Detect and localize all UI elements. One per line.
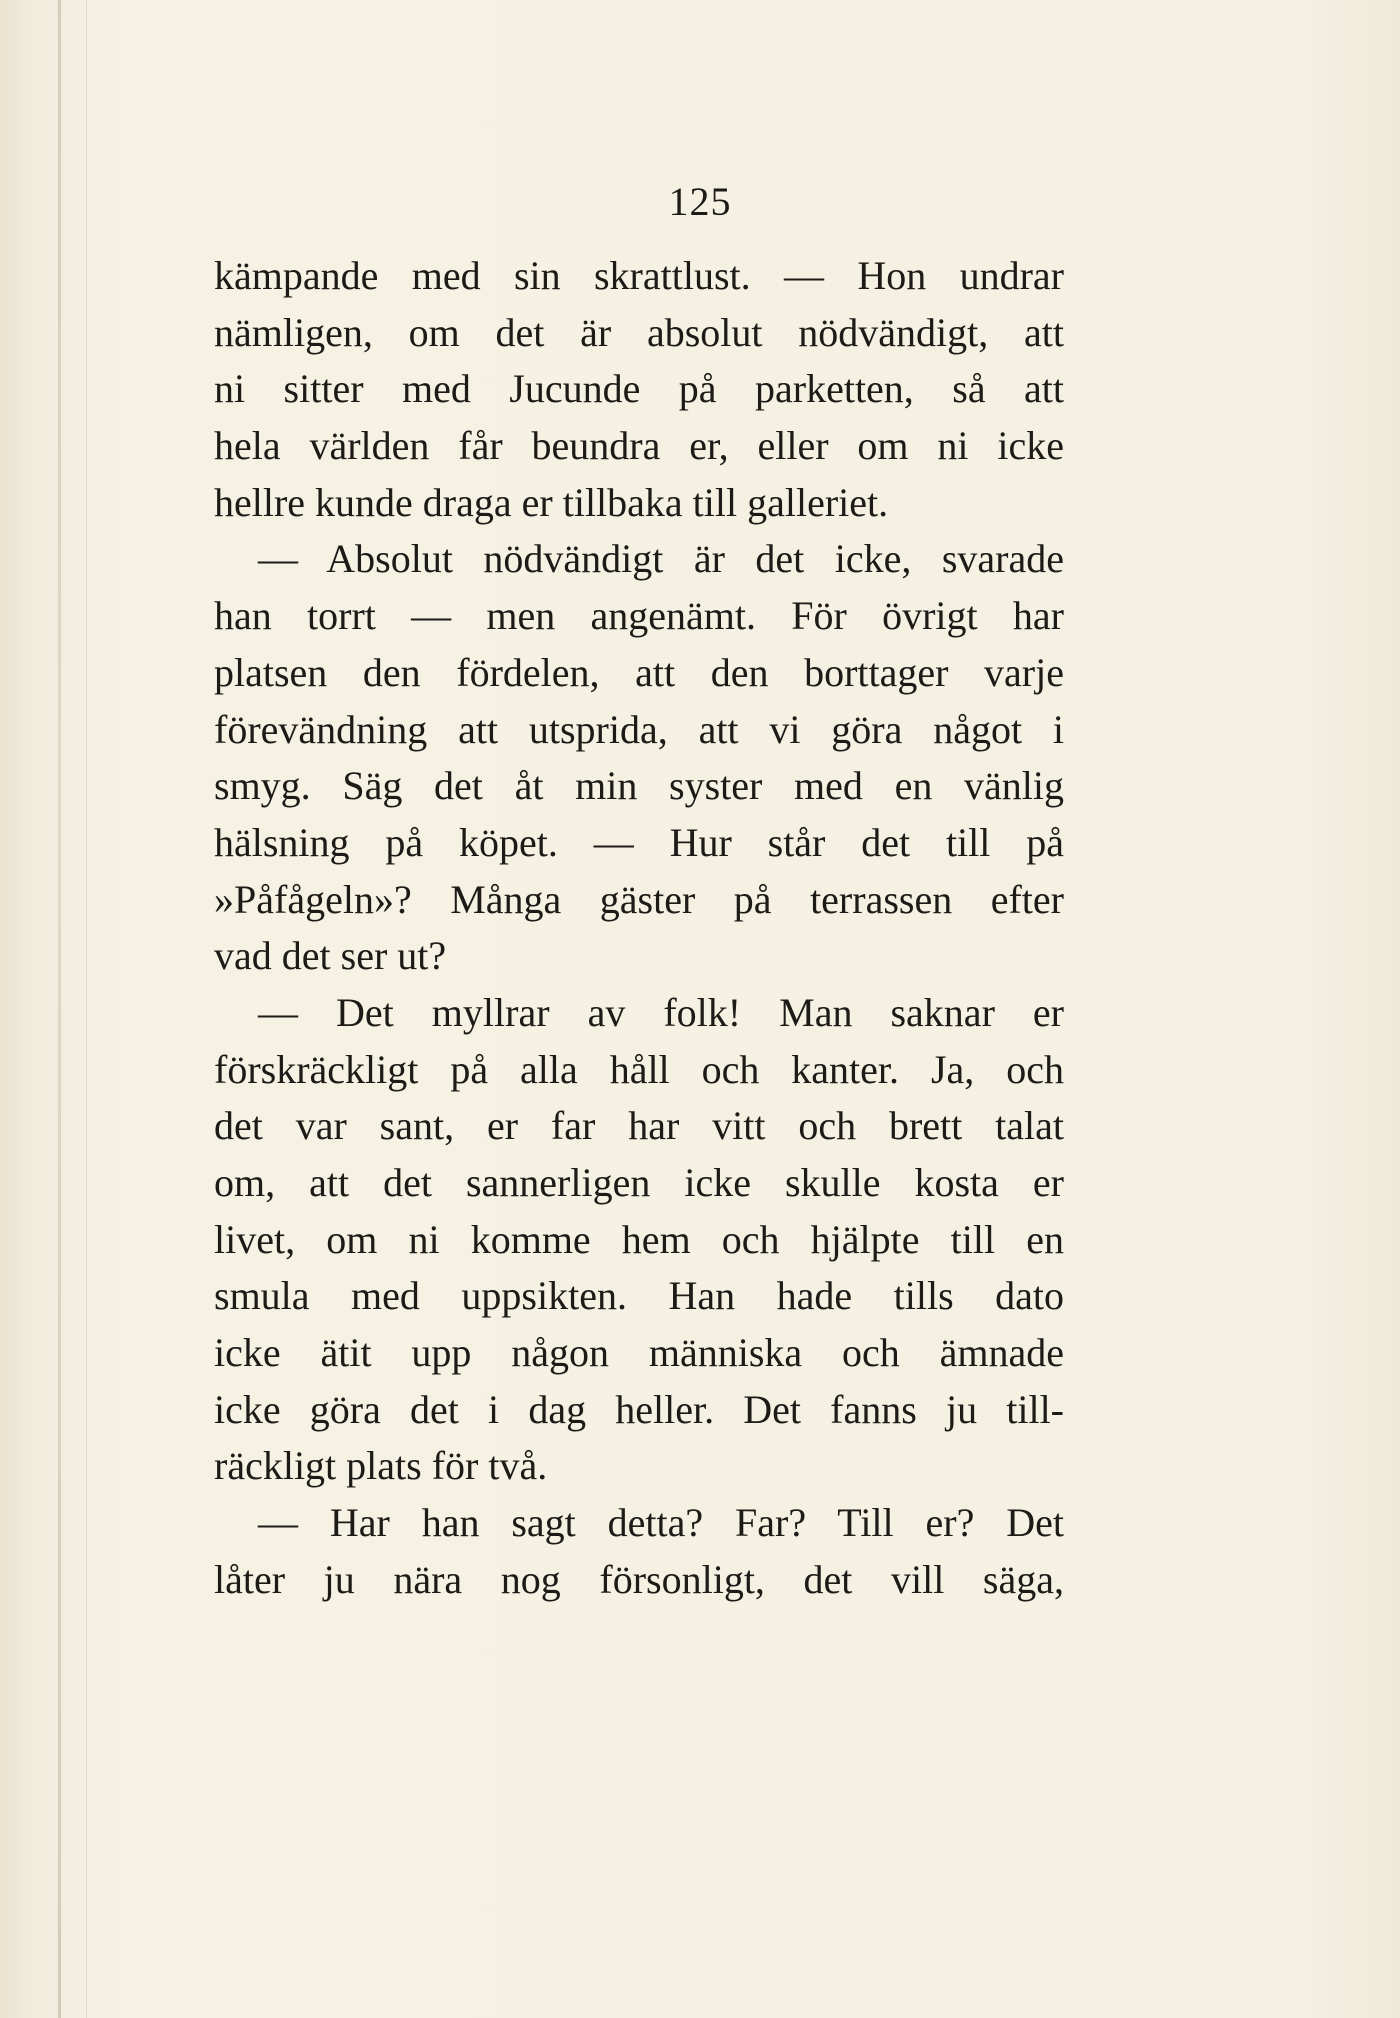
page-number: 125 (668, 179, 732, 224)
text-line: kämpande med sin skrattlust. — Hon undrar (214, 253, 1064, 298)
text-line: livet, om ni komme hem och hjälpte till en (214, 1216, 1064, 1262)
text-line: icke ätit upp någon människa och ämnade (214, 1330, 1064, 1376)
text-line: hellre kunde draga er tillbaka till galleriet. (214, 479, 889, 525)
text-line: om, att det sannerligen icke skulle kosta er (214, 1160, 1064, 1205)
text-line: — Absolut nödvändigt är det icke, svarade (258, 536, 1064, 582)
text-line: hela världen får beundra er, eller om ni icke (214, 423, 1064, 469)
text-line: hälsning på köpet. — Hur står det till på (214, 819, 1064, 865)
text-line: förevändning att utsprida, att vi göra något i (214, 706, 1064, 752)
page-gutter-edge (58, 0, 61, 2018)
text-line: låter ju nära nog försonligt, det vill säga, (214, 1556, 1064, 1602)
text-line: platsen den fördelen, att den borttager varje (214, 649, 1064, 695)
text-line: smyg. Säg det åt min syster med en vänlig (214, 763, 1064, 809)
text-line: det var sant, er far har vitt och brett talat (214, 1103, 1064, 1149)
text-line: — Har han sagt detta? Far? Till er? Det (258, 1500, 1064, 1546)
text-line: icke göra det i dag heller. Det fanns ju till- (214, 1386, 1064, 1432)
text-line: han torrt — men angenämt. För övrigt har (214, 593, 1064, 639)
text-line: ni sitter med Jucunde på parketten, så att (214, 366, 1064, 412)
text-line: — Det myllrar av folk! Man saknar er (258, 989, 1064, 1035)
text-line: förskräckligt på alla håll och kanter. Ja, och (214, 1046, 1064, 1092)
text-line: vad det ser ut? (214, 933, 447, 979)
page-gutter-shadow (86, 0, 87, 2018)
text-line: smula med uppsikten. Han hade tills dato (214, 1273, 1064, 1319)
text-line: nämligen, om det är absolut nödvändigt, att (214, 309, 1064, 355)
text-line: »Påfågeln»? Många gäster på terrassen efter (214, 876, 1064, 922)
body-text (214, 248, 1064, 1609)
text-line: räckligt plats för två. (214, 1443, 548, 1489)
